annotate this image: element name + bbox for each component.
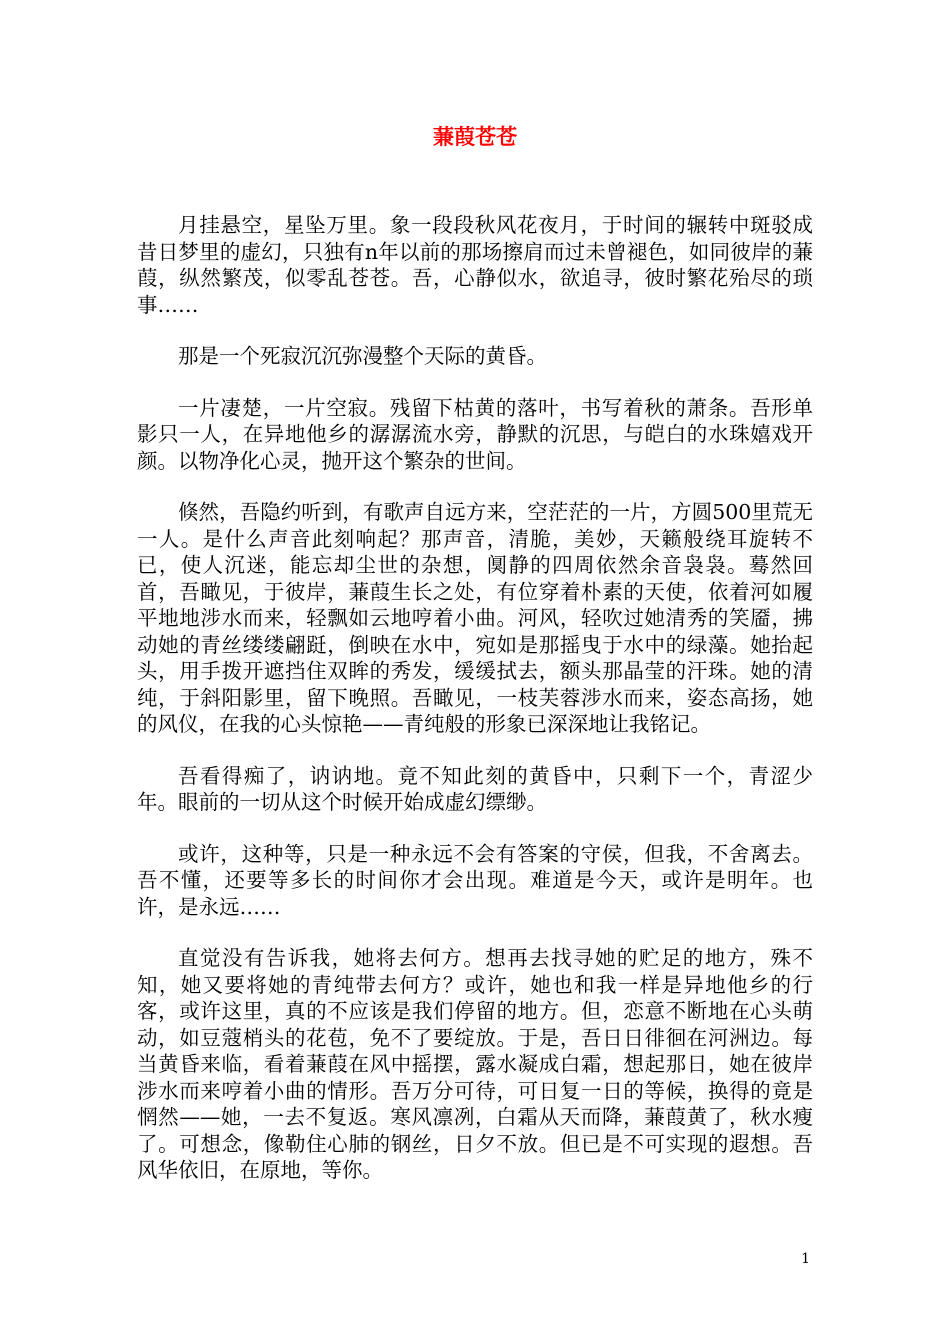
paragraph-2: 那是一个死寂沉沉弥漫整个天际的黄昏。: [178, 344, 547, 368]
paragraph-4: 倏然，吾隐约听到，有歌声自远方来，空茫茫的一片，方圆500里荒无一人。是什么声音此刻响起？那声音，清脆，美妙，天籁般绕耳旋转不已，使人沉迷，能忘却尘世的杂想，阒静的四周依然余音袅袅。蓦然回首，吾瞰见，于彼岸，蒹葭生长之处，有位穿着朴素的天使，依着河如履平地地涉水而来，轻飘如云地哼着小曲。河风，轻吹过她清秀的笑靥，拂动她的青丝缕缕翩跹，倒映在水中，宛如是那摇曳于水中的绿藻。她抬起头，用手拨开遮挡住双眸的秀发，缓缓拭去，额头那晶莹的汗珠。她的清纯，于斜阳影里，留下晚照。吾瞰见，一枝芙蓉涉水而来，姿态高扬，她的风仪，在我的心头惊艳——青纯般的形象已深深地让我铭记。: [137, 500, 813, 736]
paragraph-1: 月挂悬空，星坠万里。象一段段秋风花夜月，于时间的辗转中斑驳成昔日梦里的虚幻，只独有n年以前的那场擦肩而过未曾褪色，如同彼岸的蒹葭，纵然繁茂，似零乱苍苍。吾，心静似水，欲追寻，彼时繁花殆尽的琐事……: [137, 213, 813, 317]
page-number: 1: [801, 1251, 810, 1267]
paragraph-3: 一片凄楚，一片空寂。残留下枯黄的落叶，书写着秋的萧条。吾形单影只一人，在异地他乡的潺潺流水旁，静默的沉思，与皑白的水珠嬉戏开颜。以物净化心灵，抛开这个繁杂的世间。: [137, 395, 813, 473]
paragraph-6: 或许，这种等，只是一种永远不会有答案的守侯，但我，不舍离去。吾不懂，还要等多长的时间你才会出现。难道是今天，或许是明年。也许，是永远……: [137, 841, 813, 919]
paragraph-5: 吾看得痴了，讷讷地。竟不知此刻的黄昏中，只剩下一个，青涩少年。眼前的一切从这个时候开始成虚幻缥缈。: [137, 763, 813, 814]
document-body: [137, 212, 813, 1209]
document-title: 蒹葭苍苍: [433, 124, 517, 149]
paragraph-7: 直觉没有告诉我，她将去何方。想再去找寻她的贮足的地方，殊不知，她又要将她的青纯带去何方？或许，她也和我一样是异地他乡的行客，或许这里，真的不应该是我们停留的地方。但，恋意不断地在心头萌动，如豆蔻梢头的花苞，免不了要绽放。于是，吾日日徘徊在河洲边。每当黄昏来临，看着蒹葭在风中摇摆，露水凝成白霜，想起那日，她在彼岸涉水而来哼着小曲的情形。吾万分可待，可日复一日的等候，换得的竟是惘然——她，一去不复返。寒风凛冽，白霜从天而降，蒹葭黄了，秋水瘦了。可想念，像勒住心肺的钢丝，日夕不放。但已是不可实现的遐想。吾风华依旧，在原地，等你。: [137, 946, 813, 1182]
